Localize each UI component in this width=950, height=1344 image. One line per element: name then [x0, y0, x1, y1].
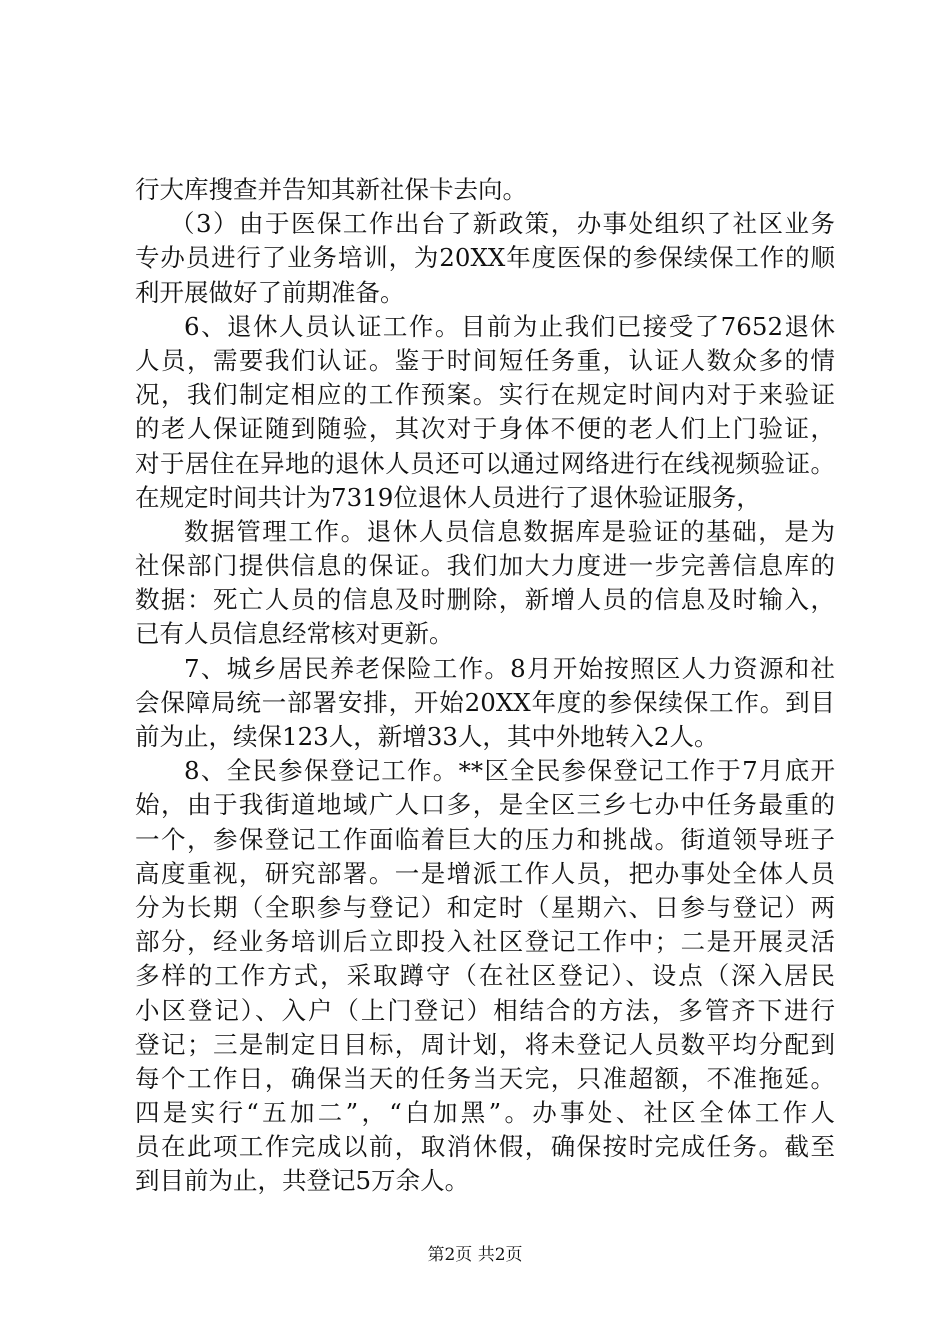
text-line: 部分，经业务培训后立即投入社区登记工作中；二是开展灵活	[135, 927, 835, 957]
text-line: 7、城乡居民养老保险工作。8月开始按照区人力资源和社	[184, 653, 835, 683]
text-line: 数据：死亡人员的信息及时删除，新增人员的信息及时输入，	[135, 585, 835, 615]
text-line: 利开展做好了前期准备。	[135, 277, 405, 307]
text-line: 社保部门提供信息的保证。我们加大力度进一步完善信息库的	[135, 551, 835, 581]
text-line: 高度重视，研究部署。一是增派工作人员，把办事处全体人员	[135, 858, 835, 888]
text-line: 小区登记）、入户（上门登记）相结合的方法，多管齐下进行	[135, 995, 835, 1025]
text-line: 对于居住在异地的退休人员还可以通过网络进行在线视频验证。	[135, 448, 835, 478]
text-line: 数据管理工作。退休人员信息数据库是验证的基础，是为	[184, 516, 835, 546]
text-line: 会保障局统一部署安排，开始20XX年度的参保续保工作。到目	[135, 687, 835, 717]
text-line: 6、退休人员认证工作。目前为止我们已接受了7652退休	[184, 311, 835, 341]
text-line: 在规定时间共计为7319位退休人员进行了退休验证服务，	[135, 482, 761, 512]
page-number-footer: 第2页 共2页	[427, 1245, 523, 1265]
text-line: 8、全民参保登记工作。**区全民参保登记工作于7月底开	[184, 756, 835, 786]
text-line: 前为止，续保123人，新增33人，其中外地转入2人。	[135, 722, 719, 751]
text-line: 登记；三是制定日目标，周计划，将未登记人员数平均分配到	[135, 1029, 835, 1059]
text-line: 一个，参保登记工作面临着巨大的压力和挑战。街道领导班子	[135, 824, 835, 854]
text-line: 到目前为止，共登记5万余人。	[135, 1166, 470, 1196]
document-body	[135, 173, 835, 1199]
text-line: 始，由于我街道地域广人口多，是全区三乡七办中任务最重的	[135, 790, 835, 820]
text-line: 专办员进行了业务培训，为20XX年度医保的参保续保工作的顺	[135, 243, 835, 273]
text-line: 每个工作日，确保当天的任务当天完，只准超额，不准拖延。	[135, 1063, 835, 1093]
text-line: （3）由于医保工作出台了新政策，办事处组织了社区业务	[170, 209, 835, 239]
text-line: 况，我们制定相应的工作预案。实行在规定时间内对于来验证	[135, 380, 835, 410]
text-line: 四是实行“五加二”，“白加黑”。办事处、社区全体工作人	[135, 1098, 835, 1128]
text-line: 的老人保证随到随验，其次对于身体不便的老人们上门验证，	[135, 414, 835, 444]
text-line: 行大库搜查并告知其新社保卡去向。	[135, 175, 527, 204]
text-line: 分为长期（全职参与登记）和定时（星期六、日参与登记）两	[135, 892, 835, 922]
text-line: 员在此项工作完成以前，取消休假，确保按时完成任务。截至	[135, 1132, 835, 1162]
text-line: 多样的工作方式，采取蹲守（在社区登记）、设点（深入居民	[135, 961, 835, 991]
text-line: 人员，需要我们认证。鉴于时间短任务重，认证人数众多的情	[135, 345, 835, 375]
text-line: 已有人员信息经常核对更新。	[135, 619, 454, 649]
